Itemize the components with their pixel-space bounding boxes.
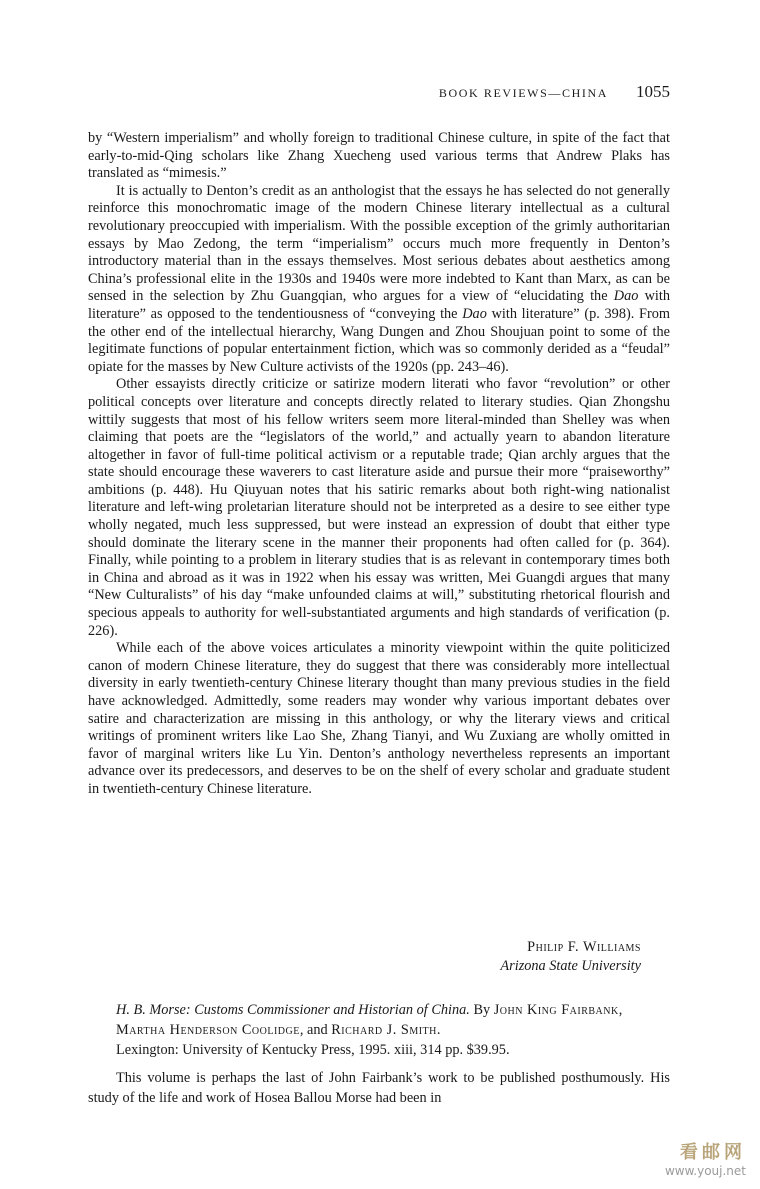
author-3: Richard J. Smith [331, 1022, 437, 1038]
citation-end: . [436, 1022, 441, 1038]
next-review-body [88, 1068, 670, 1108]
author-separator: , [618, 1002, 623, 1018]
by-word: By [469, 1002, 494, 1018]
paragraph-2-part-2: with literature” as opposed to the tendentiousness of “conveying the [88, 288, 670, 322]
book-title: H. B. Morse: Customs Commissioner and Historian of China. [116, 1002, 470, 1018]
paragraph-2-part-1: It is actually to Denton’s credit as an anthologist that the essays he has selected do not generally reinforce this monochromatic image of the modern Chinese literary intellectual as a cultural revolutionary preoccupied with imperialism. With the possible exception of the grimly authoritarian essays by Mao Zedong, the term “imperialism” occurs much more frequently in Denton’s introductory material than in the essays themselves. Most serious debates about aesthetics among China’s professional elite in the 1930s and 1940s were more indebted to Kant than Marx, as can be sensed in the selection by Zhu Guangqian, who argues for a view of “elucidating the [88, 182, 670, 305]
paragraph-2 [88, 183, 670, 377]
running-head [439, 82, 670, 102]
dao-term: Dao [613, 288, 639, 305]
author-separator: , and [299, 1022, 332, 1038]
paragraph-1: by “Western imperialism” and wholly foreign to traditional Chinese culture, in spite of the fact that early-to-mid-Qing scholars like Zhang Xuecheng used various terms that Andrew Plaks has translated as “mimesis.” [88, 130, 670, 182]
watermark [665, 1138, 746, 1178]
running-title: BOOK REVIEWS—CHINA [438, 86, 608, 100]
page-number: 1055 [636, 82, 670, 101]
paragraph-4: While each of the above voices articulates a minority viewpoint within the quite politicized canon of modern Chinese literature, they do suggest that there was considerably more intellectual diversity in early twentieth-century Chinese literary thought than many previous studies in the field have acknowledged. Admittedly, some readers may wonder why various important debates over satire and characterization are missing in this anthology, or why the literary views and critical writings of prominent writers like Lao She, Zhang Tianyi, and Wu Zuxiang are wholly omitted in favor of marginal writers like Lu Yin. Denton’s anthology nevertheless represents an important advance over its predecessors, and deserves to be on the shelf of every scholar and graduate student in twentieth-century Chinese literature. [88, 640, 670, 797]
author-1: John King Fairbank [493, 1002, 619, 1018]
reviewer-name: Philip F. Williams [527, 939, 641, 955]
dao-term: Dao [462, 305, 487, 322]
paragraph-2-part-3: with literature” (p. 398). From the other end of the intellectual hierarchy, Wang Dungen and Zhou Shoujuan point to some of the legitimate functions of popular entertainment fiction, which was so commonly derided as a “feudal” opiate for the masses by New Culture activists of the 1920s (pp. 243–46). [88, 305, 670, 375]
reviewer-affiliation: Arizona State University [500, 958, 641, 974]
next-review-opening: This volume is perhaps the last of John Fairbank’s work to be published posthumously. His study of the life and work of Hosea Ballou Morse had been in [88, 1070, 670, 1106]
reviewer-signature [88, 938, 641, 976]
publisher-info: Lexington: University of Kentucky Press, 1995. xiii, 314 pp. $39.95. [116, 1042, 510, 1058]
paragraph-3: Other essayists directly criticize or satirize modern literati who favor “revolution” or other political concepts over literature and concepts directly related to literary studies. Qian Zhongshu wittily suggests that most of his fellow writers seem more literal-minded than Shelley was when claiming that poets are the “legislators of the world,” and actually yearn to abandon literature altogether in favor of full-time political activism or a reputable trade; Qian archly argues that the state should encourage these waverers to cast literature aside and pursue their more “praiseworthy” ambitions (p. 448). Hu Qiuyuan notes that his satiric remarks about both right-wing nationalist literature and left-wing proletarian literature should not be interpreted as a desire to see either type wholly negated, much less suppressed, but were instead an expression of doubt that either type should dominate the literary scene in the manner their proponents had often called for (p. 364). Finally, while pointing to a problem in literary studies that is as relevant in contemporary times both in China and abroad as it was in 1922 when his essay was written, Mei Guangdi argues that many “New Culturalists” of his day “make unfounded claims at will,” substituting rhetorical flourish and specious appeals to authority for well-substantiated arguments and high standards of verification (p. 226). [88, 376, 670, 639]
watermark-logo: 看邮网 [680, 1142, 746, 1163]
watermark-url: www.youj.net [664, 1164, 746, 1178]
next-review-citation [116, 1000, 670, 1060]
review-body [88, 130, 670, 799]
author-2: Martha Henderson Coolidge [116, 1022, 300, 1038]
